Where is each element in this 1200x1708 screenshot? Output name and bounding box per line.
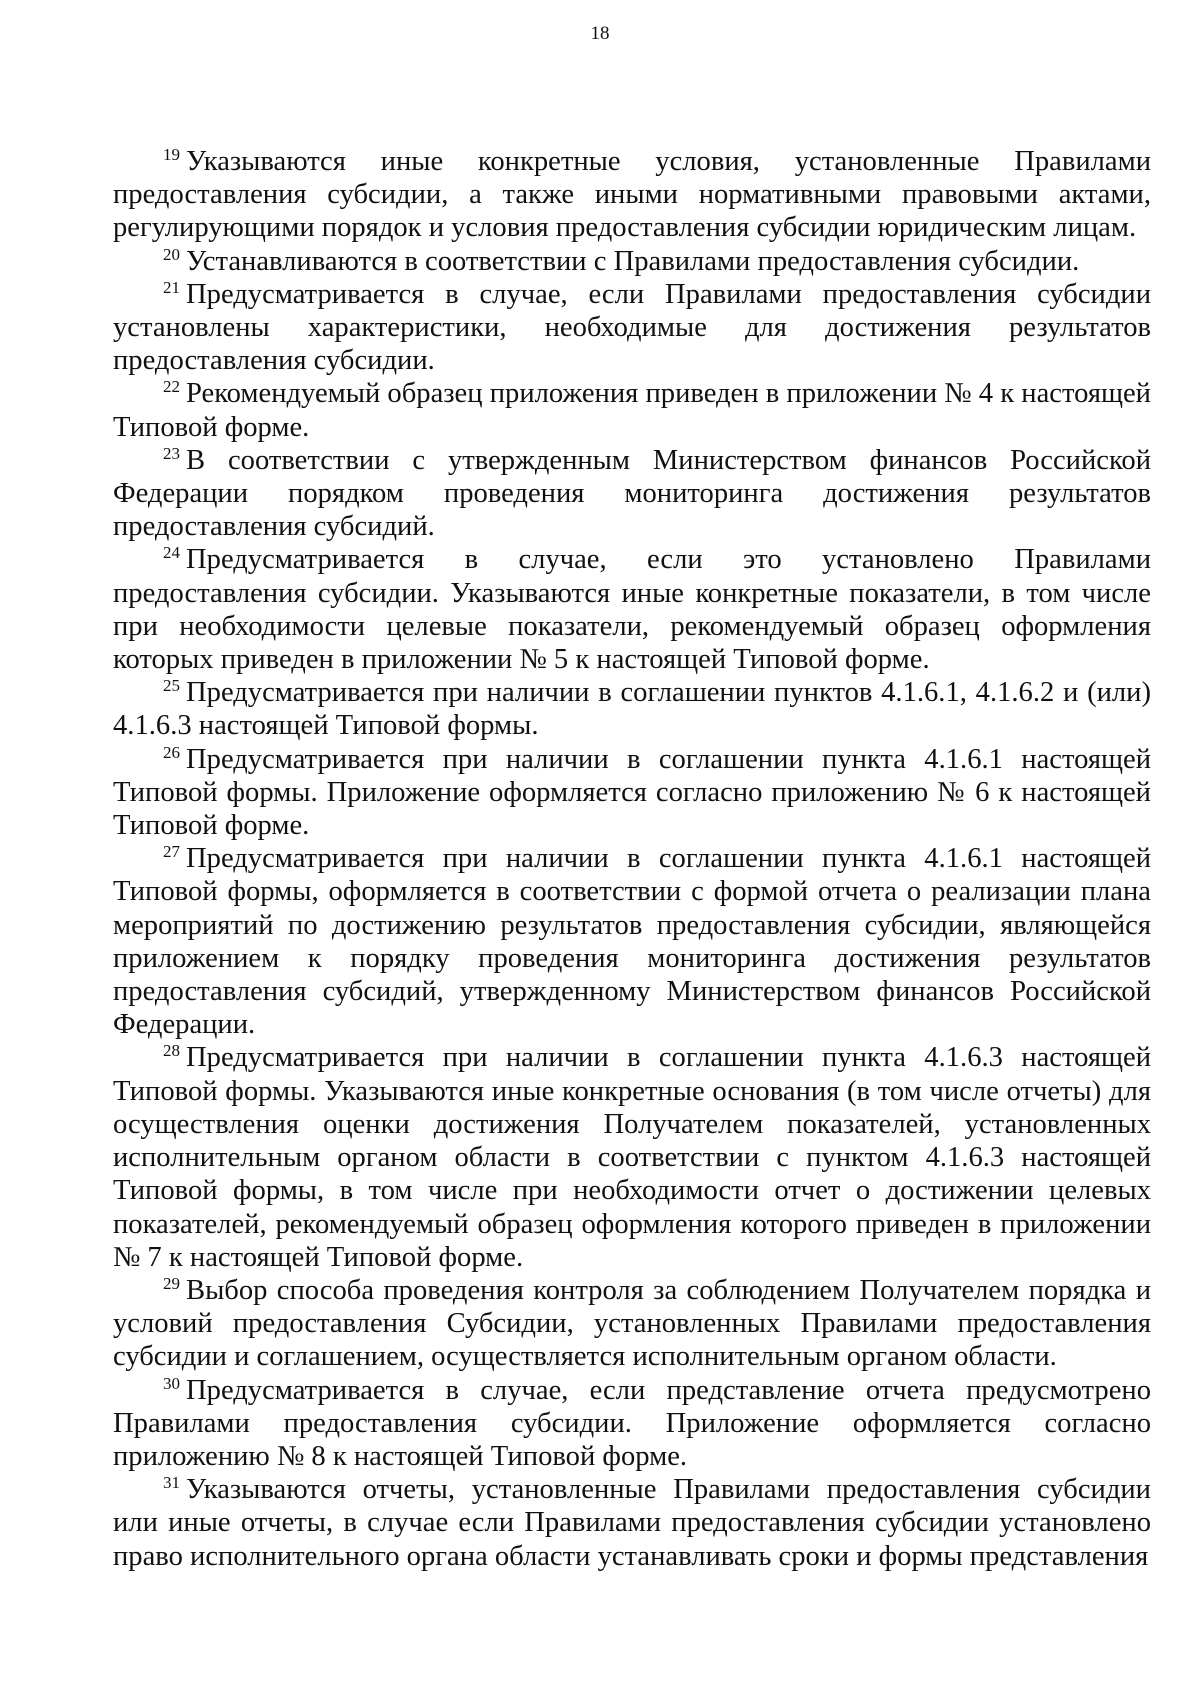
- footnote-number: 24: [163, 543, 180, 563]
- footnote-text: Указываются отчеты, установленные Правилами предоставления субсидии или иные отчеты, в случае если Правилами предоставления субсидии установлено право исполнительного органа области устанавливать сроки и формы представления: [113, 1474, 1151, 1572]
- footnote-number: 31: [163, 1473, 180, 1493]
- footnote: [113, 1041, 1151, 1273]
- footnote: [113, 278, 1151, 378]
- footnotes: [113, 145, 1151, 1573]
- footnote: [113, 245, 1151, 278]
- footnote-text: В соответствии с утвержденным Министерством финансов Российской Федерации порядком проведения мониторинга достижения результатов предоставления субсидий.: [113, 444, 1151, 543]
- footnote: [113, 1374, 1151, 1474]
- footnote-number: 22: [163, 377, 180, 397]
- page-number: 18: [590, 23, 610, 44]
- footnote-text: Предусматривается в случае, если это установлено Правилами предоставления субсидии. Указываются иные конкретные показатели, в том числе при необходимости целевые показатели, рекомендуемый образец оформления которых приведен в приложении № 5 к настоящей Типовой форме.: [113, 544, 1151, 676]
- footnote-text: Предусматривается при наличии в соглашении пункта 4.1.6.1 настоящей Типовой формы. Приложение оформляется согласно приложению № 6 к настоящей Типовой форме.: [113, 743, 1151, 842]
- footnote: [113, 145, 1151, 245]
- footnote-number: 23: [163, 443, 180, 463]
- footnote-text: Предусматривается при наличии в соглашении пункта 4.1.6.1 настоящей Типовой формы, оформляется в соответствии с формой отчета о реализации плана мероприятий по достижению результатов предоставления субсидии, являющейся приложением к порядку проведения мониторинга достижения результатов предоставления субсидий, утвержденному Министерством финансов Российской Федерации.: [113, 843, 1151, 1041]
- footnote-text: Предусматривается в случае, если представление отчета предусмотрено Правилами предоставления субсидии. Приложение оформляется согласно приложению № 8 к настоящей Типовой форме.: [113, 1374, 1151, 1472]
- footnote-number: 27: [163, 842, 180, 862]
- footnote-text: Предусматривается в случае, если Правилами предоставления субсидии установлены характеристики, необходимые для достижения результатов предоставления субсидии.: [113, 278, 1151, 377]
- footnote-number: 28: [163, 1041, 180, 1061]
- footnote: [113, 1473, 1151, 1573]
- footnote-text: Указываются иные конкретные условия, установленные Правилами предоставления субсидии, а также иными нормативными правовыми актами, регулирующими порядок и условия предоставления субсидии юридическим лицам.: [113, 146, 1151, 244]
- footnote: [113, 842, 1151, 1041]
- footnote: [113, 377, 1151, 443]
- footnote-number: 26: [163, 742, 180, 762]
- footnote-text: Рекомендуемый образец приложения приведен в приложении № 4 к настоящей Типовой форме.: [113, 378, 1151, 443]
- footnote-number: 30: [163, 1373, 180, 1393]
- footnote-text: Выбор способа проведения контроля за соблюдением Получателем порядка и условий предоставления Субсидии, установленных Правилами предоставления субсидии и соглашением, осуществляется исполнительным органом области.: [113, 1274, 1151, 1373]
- footnote: [113, 444, 1151, 544]
- footnote-number: 20: [163, 244, 180, 264]
- footnote-number: 21: [163, 277, 180, 297]
- footnote-number: 29: [163, 1273, 180, 1293]
- footnote: [113, 543, 1151, 676]
- footnote: [113, 676, 1151, 742]
- footnote-text: Предусматривается при наличии в соглашении пунктов 4.1.6.1, 4.1.6.2 и (или) 4.1.6.3 настоящей Типовой формы.: [113, 677, 1151, 742]
- footnote-number: 25: [163, 676, 180, 696]
- footnote-number: 19: [163, 145, 180, 164]
- footnote: [113, 1274, 1151, 1374]
- footnote: [113, 743, 1151, 843]
- footnote-text: Устанавливаются в соответствии с Правилами предоставления субсидии.: [186, 245, 1080, 277]
- footnote-text: Предусматривается при наличии в соглашении пункта 4.1.6.3 настоящей Типовой формы. Указываются иные конкретные основания (в том числе отчеты) для осуществления оценки достижения Получателем показателей, установленных исполнительным органом области в соответствии с пунктом 4.1.6.3 настоящей Типовой формы, в том числе при необходимости отчет о достижении целевых показателей, рекомендуемый образец оформления которого приведен в приложении № 7 к настоящей Типовой форме.: [113, 1042, 1151, 1273]
